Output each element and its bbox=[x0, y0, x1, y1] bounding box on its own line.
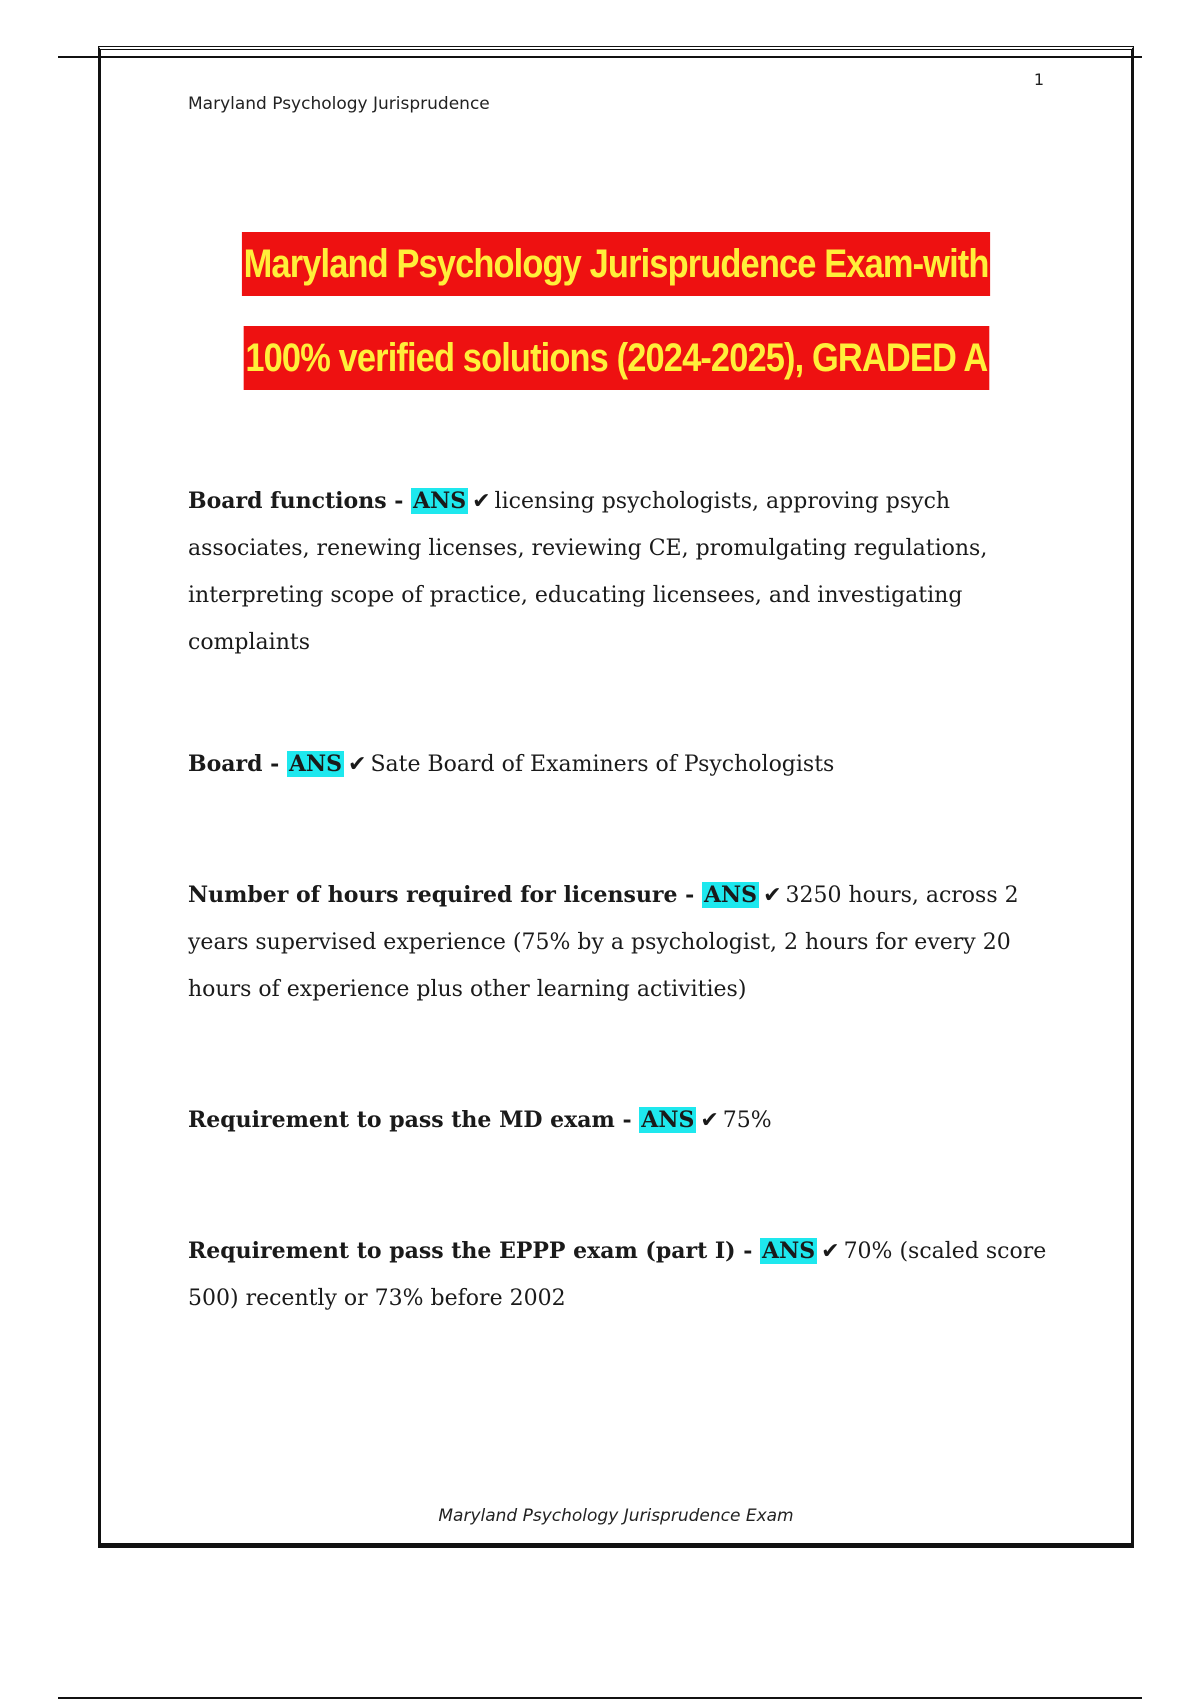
qa-item bbox=[188, 1097, 1058, 1144]
qa-item bbox=[188, 1228, 1058, 1322]
ans-label: ANS bbox=[288, 751, 343, 777]
check-icon: ✔ bbox=[348, 752, 367, 777]
check-icon: ✔ bbox=[821, 1239, 840, 1264]
question-text: Board - bbox=[188, 751, 287, 777]
qa-list bbox=[188, 478, 1058, 1322]
check-icon: ✔ bbox=[763, 883, 782, 908]
ans-label: ANS bbox=[762, 1238, 816, 1264]
check-icon: ✔ bbox=[700, 1108, 719, 1133]
answer-text: 3250 hours, across 2 years supervised experience (75% by a psychologist, 2 hours for every 20 hours of experience plus other learning activities) bbox=[188, 883, 1019, 1002]
running-header: Maryland Psychology Jurisprudence bbox=[188, 94, 490, 114]
question-text: Board functions - bbox=[188, 488, 412, 514]
question-text: Requirement to pass the MD exam - bbox=[188, 1107, 640, 1133]
qa-item bbox=[188, 478, 1058, 666]
question-text: Requirement to pass the EPPP exam (part I) - bbox=[188, 1238, 761, 1264]
document-title bbox=[100, 232, 1132, 420]
check-icon: ✔ bbox=[472, 489, 491, 514]
answer-text: 70% (scaled score 500) recently or 73% before 2002 bbox=[188, 1239, 1047, 1311]
ans-label: ANS bbox=[703, 882, 758, 908]
question-text: Number of hours required for licensure - bbox=[188, 882, 702, 908]
page-number: 1 bbox=[1033, 70, 1044, 89]
answer-text: Sate Board of Examiners of Psychologists bbox=[370, 752, 835, 777]
running-footer: Maryland Psychology Jurisprudence Exam bbox=[438, 1506, 794, 1526]
ans-label: ANS bbox=[641, 1107, 695, 1133]
bottom-rule bbox=[58, 1697, 1142, 1699]
qa-item bbox=[188, 741, 1058, 788]
title-line-1: Maryland Psychology Jurisprudence Exam-with bbox=[242, 232, 990, 296]
title-line-2: 100% verified solutions (2024-2025), GRADED A bbox=[243, 326, 988, 390]
answer-text: 75% bbox=[722, 1108, 772, 1133]
qa-item bbox=[188, 872, 1058, 1013]
ans-label: ANS bbox=[413, 488, 467, 514]
answer-text: licensing psychologists, approving psych associates, renewing licenses, reviewing CE, promulgating regulations, interpreting scope of practice, educating licensees, and investigating complaints bbox=[188, 489, 988, 655]
